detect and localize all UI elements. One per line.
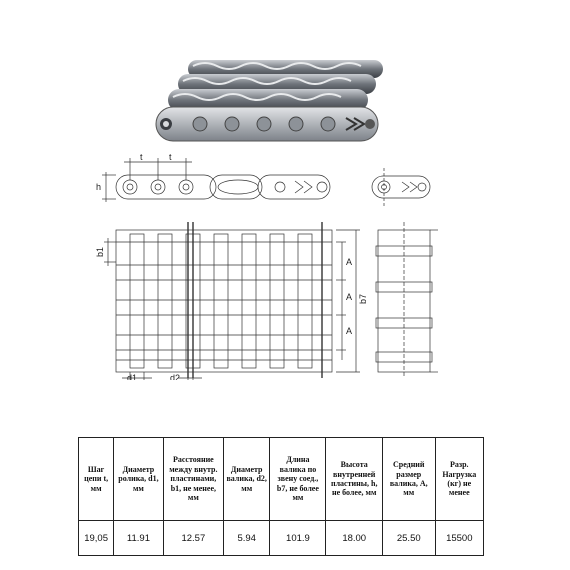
- roller-diameter-label: d1: [127, 373, 138, 380]
- side-view-chain: [116, 175, 330, 199]
- height-label: h: [96, 182, 102, 192]
- chain-photo: [148, 52, 398, 152]
- plate-width-label: b1: [95, 246, 105, 257]
- cell-transverse-pitch: 25.50: [382, 521, 435, 556]
- header-row: [79, 438, 484, 521]
- strand-spacing-label-2: A: [346, 292, 353, 302]
- end-view-link: [372, 168, 430, 206]
- cell-plate-height: 18.00: [326, 521, 382, 556]
- strand-spacing-label-3: A: [346, 326, 353, 336]
- strand-front: [156, 107, 378, 141]
- technical-drawings: [90, 150, 480, 380]
- pin-length-label: b7: [358, 293, 368, 304]
- header-inner-width: Расстояние между внутр. пластинами, b1, не менее, мм: [163, 438, 223, 521]
- header-pin-diameter: Диаметр валика, d2, мм: [224, 438, 270, 521]
- cell-roller-diameter: 11.91: [114, 521, 163, 556]
- cell-pitch: 19,05: [79, 521, 114, 556]
- header-roller-diameter: Диаметр ролика, d1, мм: [114, 438, 163, 521]
- pitch-label-left: t: [140, 152, 143, 162]
- header-transverse-pitch: Средний размер валика, A, мм: [382, 438, 435, 521]
- header-breaking-load: Разр. Нагрузка (кг) не менее: [435, 438, 483, 521]
- cell-pin-length: 101.9: [270, 521, 326, 556]
- table-row: [79, 521, 484, 556]
- header-pitch: Шаг цепи t, мм: [79, 438, 114, 521]
- pitch-label-right: t: [169, 152, 172, 162]
- pin-diameter-label: d2: [170, 373, 181, 380]
- specs-table: [78, 437, 484, 556]
- strand-spacing-label-1: A: [346, 257, 353, 267]
- cell-inner-width: 12.57: [163, 521, 223, 556]
- header-plate-height: Высота внутренней пластины, h, не более, мм: [326, 438, 382, 521]
- cell-pin-diameter: 5.94: [224, 521, 270, 556]
- header-pin-length: Длина валика по звену соед., b7, не более мм: [270, 438, 326, 521]
- top-view-strands: [116, 222, 332, 378]
- cell-breaking-load: 15500: [435, 521, 483, 556]
- side-elevation: [376, 222, 438, 378]
